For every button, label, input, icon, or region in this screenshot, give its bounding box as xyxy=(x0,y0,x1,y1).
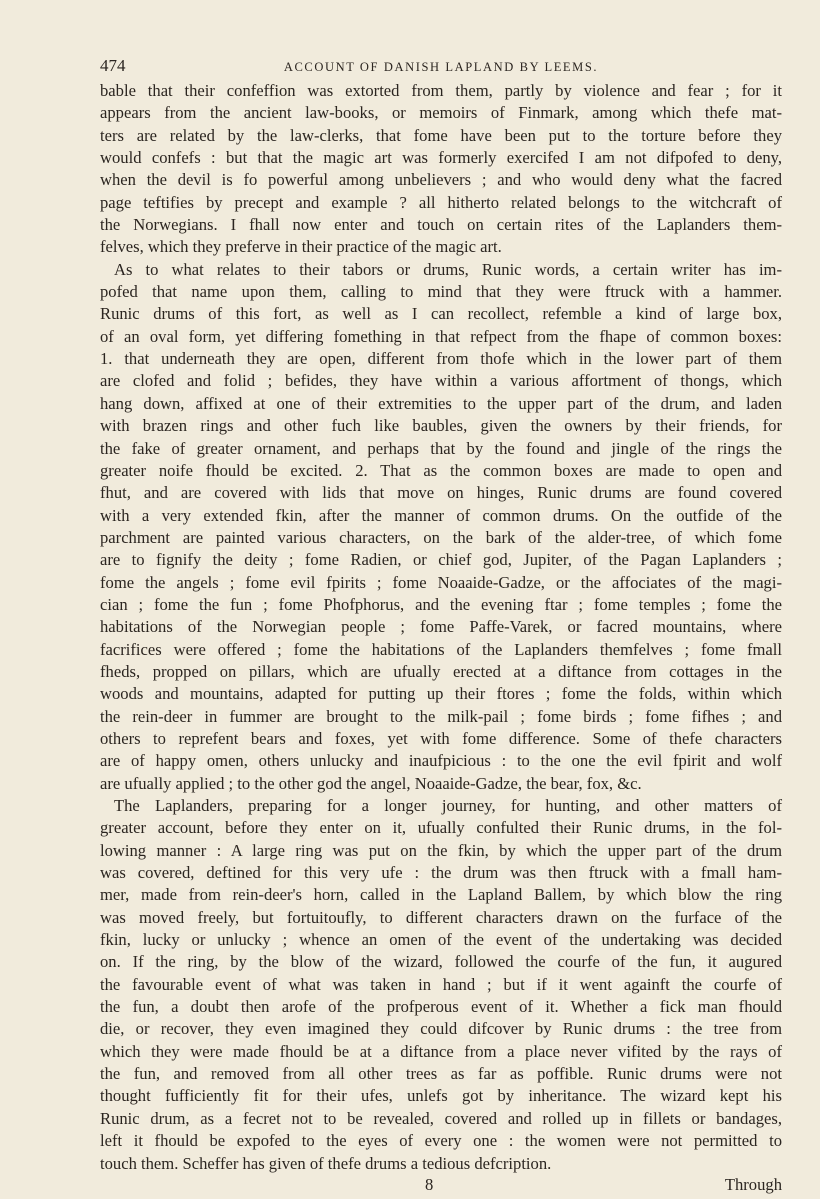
text-line: are ufually applied ; to the other god the angel, Noaaide-Gadze, the bear, fox, &c. xyxy=(100,773,642,793)
text-line: The Laplanders, preparing for a longer journey, for hunting, and other matters of xyxy=(114,796,782,815)
text-line: felves, which they preferve in their practice of the magic art. xyxy=(100,237,502,257)
text-line: bable that their confeffion was extorted from them, partly by violence and fear ; for it xyxy=(100,81,782,100)
text-line: would confefs : but that the magic art was formerly exercifed I am not difpofed to deny, xyxy=(100,148,782,168)
text-line: mer, made from rein-deer's horn, called in the Lapland Ballem, by which blow the ring xyxy=(100,885,782,905)
book-page xyxy=(100,52,782,1199)
text-line: Runic drums of this fort, as well as I can recollect, refemble a kind of large box, xyxy=(100,304,782,324)
text-line: page teftifies by precept and example ? all hitherto related belongs to the witchcraft of xyxy=(100,192,782,212)
text-line: left it fhould be expofed to the eyes of every one : the women were not permitted to xyxy=(100,1131,782,1151)
page-number: 474 xyxy=(100,56,126,75)
text-line: As to what relates to their tabors or drums, Runic words, a certain writer has im- xyxy=(114,259,782,279)
page-footer xyxy=(100,1175,782,1199)
text-line: Runic drum, as a fecret not to be revealed, covered and rolled up in fillets or bandages, xyxy=(100,1108,782,1128)
text-line: when the devil is fo powerful among unbelievers ; and who would deny what the facred xyxy=(100,170,782,190)
text-line: the fun, a doubt then arofe of the profperous event of it. Whether a fick man fhould xyxy=(100,997,782,1017)
text-line: die, or recover, they even imagined they could difcover by Runic drums : the tree from xyxy=(100,1019,782,1039)
signature-mark: 8 xyxy=(425,1174,434,1194)
text-line: the fake of greater ornament, and perhaps that by the found and jingle of the rings the xyxy=(100,438,782,458)
text-line: greater noife fhould be excited. 2. That as the common boxes are made to open and xyxy=(100,460,782,480)
text-line: with brazen rings and other fuch like baubles, given the owners by their friends, for xyxy=(100,416,782,436)
text-line: appears from the ancient law-books, or memoirs of Finmark, among which thefe mat- xyxy=(100,103,782,123)
text-line: touch them. Scheffer has given of thefe drums a tedious defcription. xyxy=(100,1153,552,1173)
text-line: are of happy omen, others unlucky and inaufpicious : to the one the evil fpirit and wolf xyxy=(100,751,782,771)
text-line: the Norwegians. I fhall now enter and touch on certain rites of the Laplanders them- xyxy=(100,215,782,235)
text-line: was moved freely, but fortuitoufly, to different characters drawn on the furface of the xyxy=(100,907,782,927)
text-line: fhut, and are covered with lids that move on hinges, Runic drums are found covered xyxy=(100,483,782,503)
text-line: on. If the ring, by the blow of the wizard, followed the courfe of the fun, it augured xyxy=(100,952,782,972)
text-line: hang down, affixed at one of their extremities to the upper part of the drum, and laden xyxy=(100,393,782,413)
text-line: fome the angels ; fome evil fpirits ; fome Noaaide-Gadze, or the affociates of the magi- xyxy=(100,572,782,592)
catchword: Through xyxy=(724,1174,782,1194)
text-line: facrifices were offered ; fome the habitations of the Laplanders themfelves ; fome fmall xyxy=(100,639,782,659)
text-line: with a very extended fkin, after the manner of common drums. On the outfide of the xyxy=(100,505,782,525)
running-head: ACCOUNT OF DANISH LAPLAND BY LEEMS. xyxy=(283,60,599,74)
text-line: others to reprefent bears and foxes, yet with fome difference. Some of thefe characters xyxy=(100,728,782,748)
text-line: the rein-deer in fummer are brought to the milk-pail ; fome birds ; fome fifhes ; and xyxy=(100,706,782,726)
text-line: thought fufficiently fit for their ufes, unlefs got by inheritance. The wizard kept his xyxy=(100,1086,782,1106)
text-line: fheds, propped on pillars, which are ufually erected at a diftance from cottages in the xyxy=(100,661,782,681)
text-line: which they were made fhould be at a diftance from a place never vifited by the rays of xyxy=(100,1041,782,1061)
text-line: the fun, and removed from all other trees as far as poffible. Runic drums were not xyxy=(100,1064,782,1084)
text-line: ters are related by the law-clerks, that fome have been put to the torture before they xyxy=(100,125,782,145)
text-line: cian ; fome the fun ; fome Phofphorus, and the evening ftar ; fome temples ; fome the xyxy=(100,594,782,614)
text-line: are to fignify the deity ; fome Radien, or chief god, Jupiter, of the Pagan Laplanders ; xyxy=(100,550,782,570)
text-line: woods and mountains, adapted for putting up their ftores ; fome the folds, within which xyxy=(100,684,782,704)
text-line: pofed that name upon them, calling to mind that they were ftruck with a hammer. xyxy=(100,282,782,302)
text-line: habitations of the Norwegian people ; fome Paffe-Varek, or facred mountains, where xyxy=(100,617,782,637)
text-line: of an oval form, yet differing fomething in that refpect from the fhape of common boxes: xyxy=(100,326,782,346)
text-line: the favourable event of what was taken in hand ; but if it went againft the courfe of xyxy=(100,974,782,994)
text-line: greater account, before they enter on it, ufually confulted their Runic drums, in the fol- xyxy=(100,818,782,838)
text-line: are clofed and folid ; befides, they have within a various affortment of thongs, which xyxy=(100,371,782,391)
text-line: lowing manner : A large ring was put on the fkin, by which the upper part of the drum xyxy=(100,840,782,860)
text-line: parchment are painted various characters, on the bark of the alder-tree, of which fome xyxy=(100,527,782,547)
text-line: was covered, deftined for this very ufe : the drum was then ftruck with a fmall ham- xyxy=(100,863,782,883)
text-line: 1. that underneath they are open, different from thofe which in the lower part of them xyxy=(100,349,782,369)
body-text xyxy=(100,80,782,1175)
text-line: fkin, lucky or unlucky ; whence an omen of the event of the undertaking was decided xyxy=(100,930,782,950)
page-header xyxy=(100,52,782,80)
